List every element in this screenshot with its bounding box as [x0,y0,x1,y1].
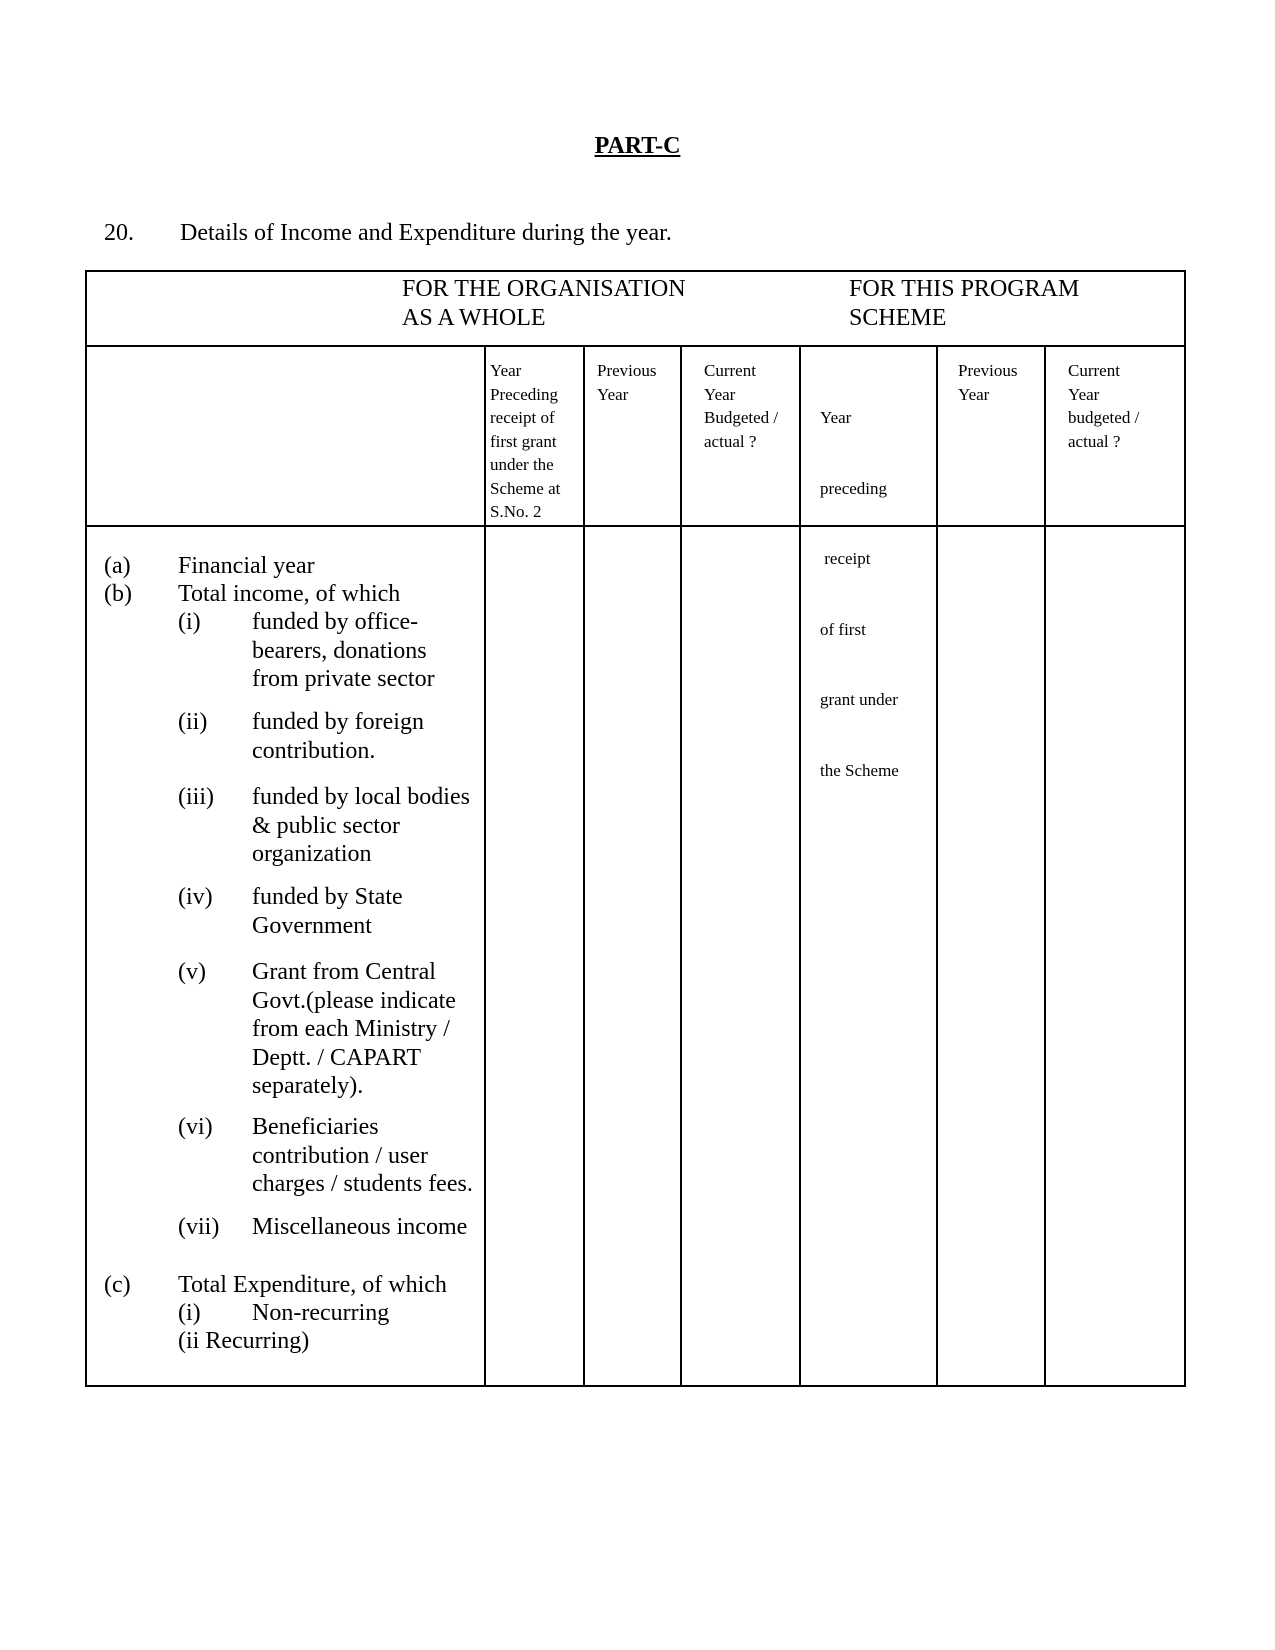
part-title: PART-C [594,133,681,159]
question-text: Details of Income and Expenditure during the year. [180,220,672,246]
col-header-scheme-previous-year: Previous Year [958,361,1018,404]
table-border-right [1184,270,1186,1387]
column-divider [680,345,682,1387]
column-divider [936,345,938,1387]
table-border-bottom [85,1385,1186,1387]
col-header-scheme-current-year: Current Year budgeted / actual ? [1068,361,1140,451]
group-header-divider [85,345,1186,347]
col-header-org-current-year: Current Year Budgeted / actual ? [704,361,779,451]
column-divider [583,345,585,1387]
table-border-top [85,270,1186,272]
column-divider [484,345,486,1387]
table-border-left [85,270,87,1387]
col-header-org-preceding-year: Year Preceding receipt of first grant under the Scheme at S.No. 2 [490,361,561,521]
column-divider [1044,345,1046,1387]
group-header-program: FOR THIS PROGRAM SCHEME [849,276,1080,331]
group-header-organisation: FOR THE ORGANISATION AS A WHOLE [402,276,686,331]
col-header-scheme-preceding-year: Year preceding receipt of first grant under the Scheme [820,408,899,780]
column-divider [799,345,801,1387]
col-header-org-previous-year: Previous Year [597,361,657,404]
column-header-divider [85,525,1186,527]
question-number: 20. [104,220,134,246]
